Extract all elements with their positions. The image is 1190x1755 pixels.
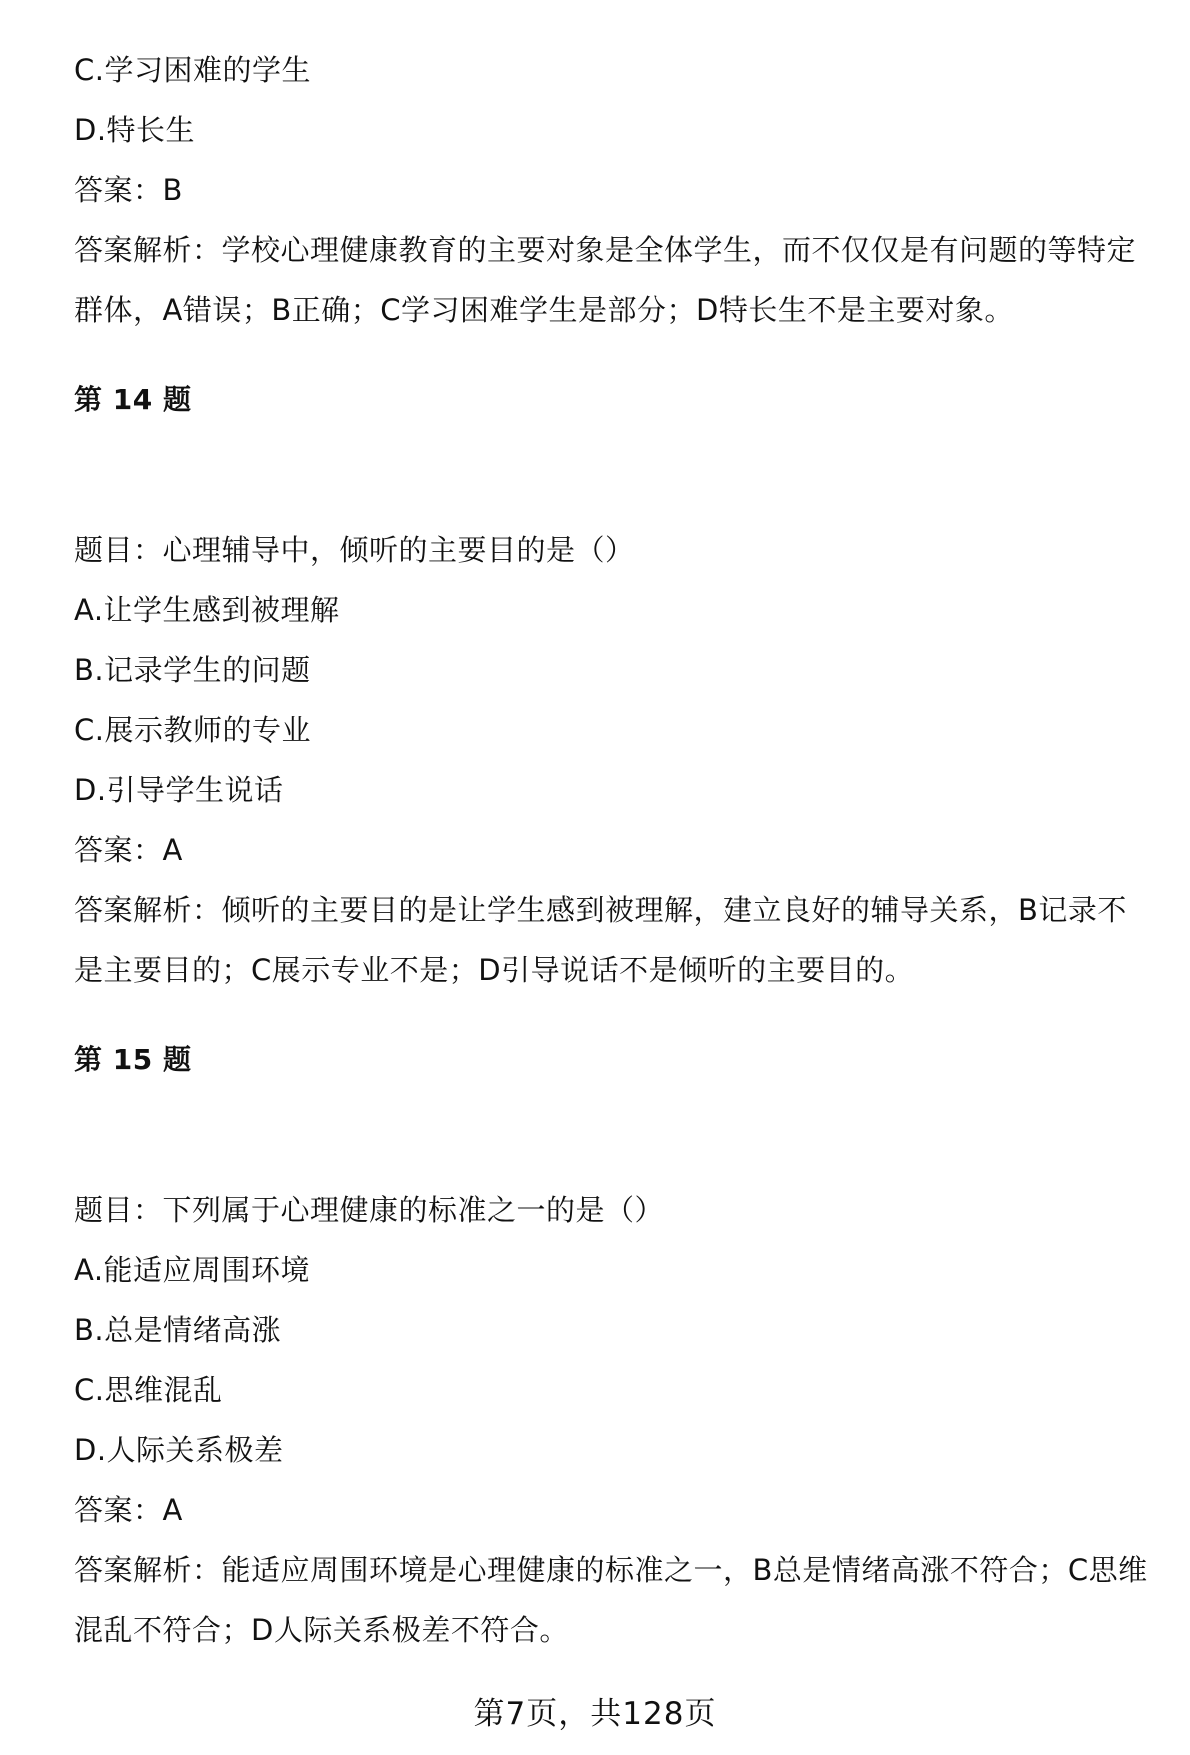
q15-explanation-line1: 答案解析：能适应周围环境是心理健康的标准之一，B总是情绪高涨不符合；C思维 [74,1553,1148,1587]
q13-option-d: D.特长生 [74,113,196,147]
q13-option-c: C.学习困难的学生 [74,53,311,87]
q14-option-b: B.记录学生的问题 [74,653,311,687]
q14-explanation-line2: 是主要目的；C展示专业不是；D引导说话不是倾听的主要目的。 [74,953,915,987]
q15-stem: 题目：下列属于心理健康的标准之一的是（） [74,1193,665,1227]
q13-explanation-line1: 答案解析：学校心理健康教育的主要对象是全体学生，而不仅仅是有问题的等特定 [74,233,1137,267]
q14-answer: 答案：A [74,833,183,867]
q15-option-a: A.能适应周围环境 [74,1253,311,1287]
q15-option-b: B.总是情绪高涨 [74,1313,282,1347]
q15-explanation-line2: 混乱不符合；D人际关系极差不符合。 [74,1613,569,1647]
q14-option-a: A.让学生感到被理解 [74,593,340,627]
q14-option-c: C.展示教师的专业 [74,713,311,747]
q13-answer: 答案：B [74,173,183,207]
q14-heading: 第 14 题 [74,383,192,416]
q15-answer: 答案：A [74,1493,183,1527]
q14-option-d: D.引导学生说话 [74,773,284,807]
q15-option-c: C.思维混乱 [74,1373,223,1407]
q15-option-d: D.人际关系极差 [74,1433,284,1467]
q14-explanation-line1: 答案解析：倾听的主要目的是让学生感到被理解，建立良好的辅导关系，B记录不 [74,893,1127,927]
page-number-footer: 第7页，共128页 [473,1696,717,1732]
q13-explanation-line2: 群体，A错误；B正确；C学习困难学生是部分；D特长生不是主要对象。 [74,293,1014,327]
q14-stem: 题目：心理辅导中，倾听的主要目的是（） [74,533,635,567]
q15-heading: 第 15 题 [74,1043,192,1076]
